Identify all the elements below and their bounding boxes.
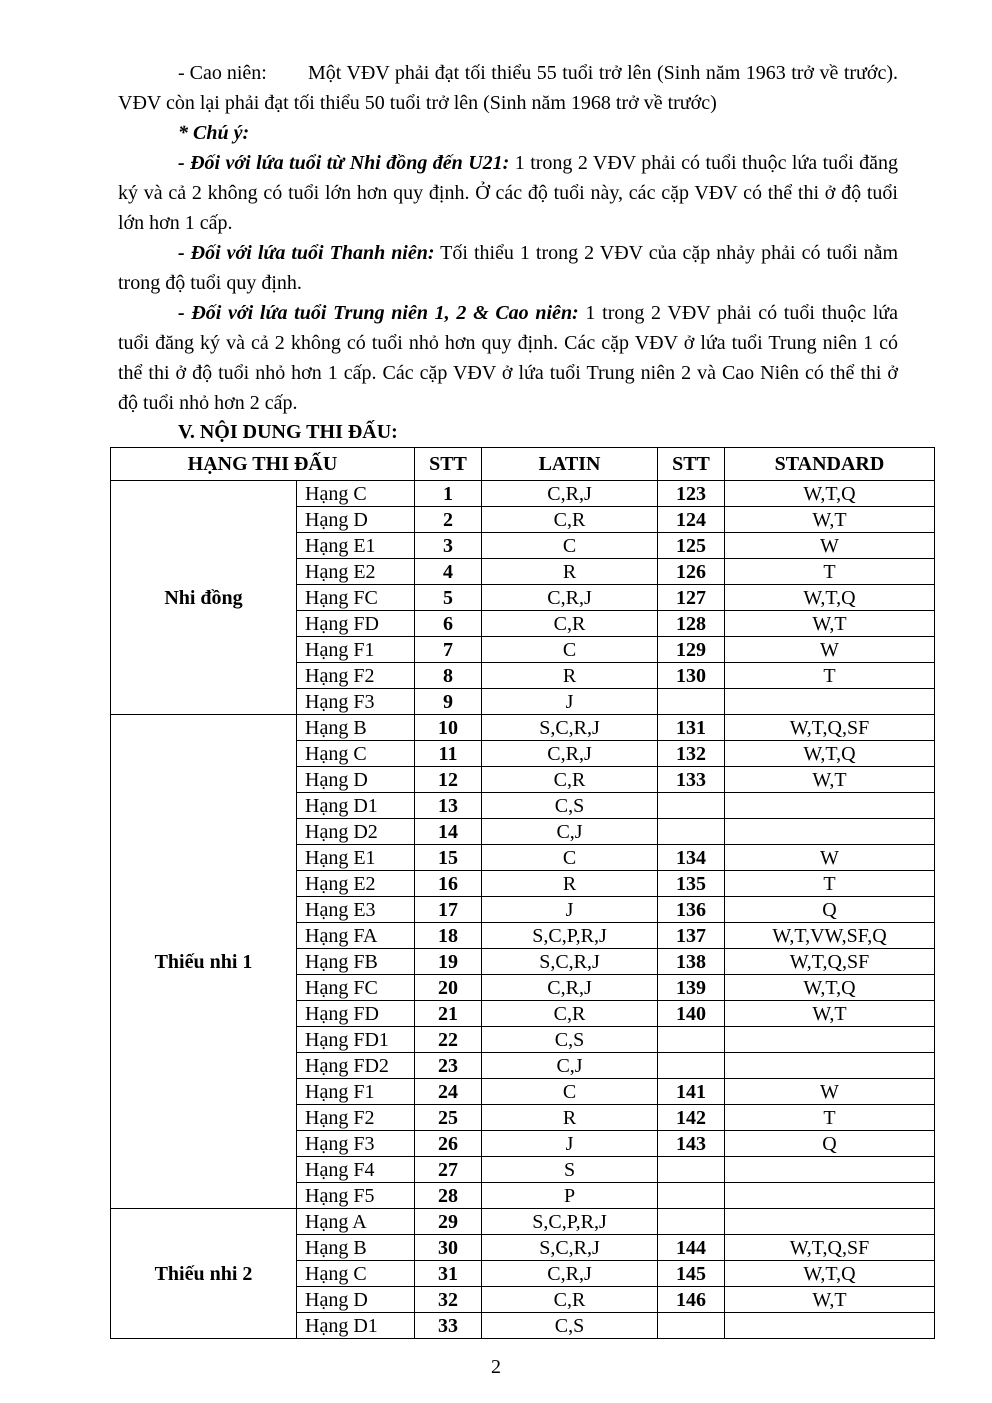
class-name-cell: Hạng A <box>297 1209 415 1235</box>
standard-cell <box>725 1183 935 1209</box>
stt-standard-cell <box>658 1053 725 1079</box>
class-name-cell: Hạng F1 <box>297 1079 415 1105</box>
class-name-cell: Hạng F2 <box>297 663 415 689</box>
latin-cell: J <box>482 897 658 923</box>
stt-standard-cell: 134 <box>658 845 725 871</box>
stt-latin-cell: 30 <box>415 1235 482 1261</box>
stt-latin-cell: 7 <box>415 637 482 663</box>
class-name-cell: Hạng F2 <box>297 1105 415 1131</box>
cao-nien-text-a: Một VĐV phải đạt tối thiểu 55 tuổi trở lên (Sinh năm 1963 trở <box>308 62 814 84</box>
class-name-cell: Hạng FD <box>297 1001 415 1027</box>
latin-cell: C,R,J <box>482 1261 658 1287</box>
class-name-cell: Hạng E1 <box>297 533 415 559</box>
stt-standard-cell: 123 <box>658 481 725 507</box>
paragraph-cao-nien <box>118 58 898 118</box>
stt-standard-cell: 137 <box>658 923 725 949</box>
stt-standard-cell: 135 <box>658 871 725 897</box>
stt-standard-cell: 143 <box>658 1131 725 1157</box>
stt-latin-cell: 5 <box>415 585 482 611</box>
class-name-cell: Hạng D <box>297 767 415 793</box>
stt-latin-cell: 19 <box>415 949 482 975</box>
table-row <box>111 481 935 507</box>
stt-standard-cell: 129 <box>658 637 725 663</box>
note-3 <box>118 298 898 418</box>
table-header-row <box>111 448 935 481</box>
standard-cell: T <box>725 1105 935 1131</box>
stt-standard-cell: 124 <box>658 507 725 533</box>
latin-cell: C,R <box>482 611 658 637</box>
stt-latin-cell: 17 <box>415 897 482 923</box>
note-1-text: 1 trong 2 VĐV phải có tuổi thuộc lứa tuổi đăng ký và cả 2 không có tuổi lớn hơn quy định. Ở các độ tuổi này, các cặp VĐV có thể thi ở độ tuổi lớn hơn 1 cấp. <box>118 152 898 234</box>
stt-standard-cell: 141 <box>658 1079 725 1105</box>
header-latin: LATIN <box>482 448 658 481</box>
class-name-cell: Hạng E1 <box>297 845 415 871</box>
stt-standard-cell: 133 <box>658 767 725 793</box>
standard-cell: T <box>725 559 935 585</box>
stt-latin-cell: 33 <box>415 1313 482 1339</box>
class-name-cell: Hạng B <box>297 715 415 741</box>
class-name-cell: Hạng FB <box>297 949 415 975</box>
latin-cell: C,R,J <box>482 741 658 767</box>
note-3-text: 1 trong 2 VĐV phải có tuổi thuộc lứa tuổi đăng ký và cả 2 không có tuổi nhỏ hơn quy định. Các cặp VĐV ở lứa tuổi Trung niên 1 có thể thi ở độ tuổi nhỏ hơn 1 cấp. Các cặp VĐV ở lứa tuổi Trung niên 2 và Cao Niên có thể thi ở độ tuổi nhỏ hơn 2 cấp. <box>118 302 898 414</box>
stt-standard-cell <box>658 819 725 845</box>
stt-latin-cell: 12 <box>415 767 482 793</box>
standard-cell: T <box>725 871 935 897</box>
stt-standard-cell <box>658 793 725 819</box>
latin-cell: S,C,R,J <box>482 949 658 975</box>
table-row <box>111 715 935 741</box>
note-2 <box>118 238 898 298</box>
class-name-cell: Hạng FC <box>297 585 415 611</box>
standard-cell: W,T <box>725 611 935 637</box>
latin-cell: R <box>482 871 658 897</box>
latin-cell: P <box>482 1183 658 1209</box>
stt-latin-cell: 14 <box>415 819 482 845</box>
standard-cell: Q <box>725 897 935 923</box>
header-stt-latin: STT <box>415 448 482 481</box>
latin-cell: C,R,J <box>482 975 658 1001</box>
stt-standard-cell: 138 <box>658 949 725 975</box>
stt-latin-cell: 24 <box>415 1079 482 1105</box>
stt-standard-cell: 131 <box>658 715 725 741</box>
stt-standard-cell: 139 <box>658 975 725 1001</box>
stt-standard-cell <box>658 689 725 715</box>
header-hang-thi-dau: HẠNG THI ĐẤU <box>111 448 415 481</box>
stt-standard-cell: 136 <box>658 897 725 923</box>
class-name-cell: Hạng D1 <box>297 793 415 819</box>
latin-cell: J <box>482 1131 658 1157</box>
standard-cell: W,T,Q <box>725 1261 935 1287</box>
standard-cell: W,T,Q,SF <box>725 715 935 741</box>
standard-cell: W <box>725 533 935 559</box>
stt-standard-cell: 132 <box>658 741 725 767</box>
stt-latin-cell: 27 <box>415 1157 482 1183</box>
page-number: 2 <box>491 1356 501 1378</box>
note-2-text: Tối thiểu 1 trong 2 VĐV của cặp nhảy phải có tuổi nằm trong độ tuổi quy định. <box>118 242 898 294</box>
latin-cell: C,R <box>482 1001 658 1027</box>
standard-cell: W,T,Q,SF <box>725 1235 935 1261</box>
cao-nien-text-b: về trước). VĐV còn lại phải đạt tối thiểu 50 tuổi trở lên (Sinh năm 1968 trở về trước) <box>118 62 899 114</box>
competition-table <box>110 447 935 1339</box>
standard-cell: W <box>725 845 935 871</box>
latin-cell: S,C,R,J <box>482 1235 658 1261</box>
stt-latin-cell: 1 <box>415 481 482 507</box>
class-name-cell: Hạng C <box>297 741 415 767</box>
stt-latin-cell: 25 <box>415 1105 482 1131</box>
stt-standard-cell: 142 <box>658 1105 725 1131</box>
class-name-cell: Hạng F4 <box>297 1157 415 1183</box>
standard-cell: W,T,Q <box>725 481 935 507</box>
stt-standard-cell <box>658 1313 725 1339</box>
header-stt-standard: STT <box>658 448 725 481</box>
class-name-cell: Hạng F3 <box>297 689 415 715</box>
age-group-cell: Thiếu nhi 2 <box>111 1209 297 1339</box>
latin-cell: C,R <box>482 507 658 533</box>
latin-cell: C,R,J <box>482 481 658 507</box>
latin-cell: J <box>482 689 658 715</box>
latin-cell: C <box>482 1079 658 1105</box>
stt-latin-cell: 28 <box>415 1183 482 1209</box>
latin-cell: C,R,J <box>482 585 658 611</box>
latin-cell: C,S <box>482 793 658 819</box>
class-name-cell: Hạng E3 <box>297 897 415 923</box>
stt-standard-cell: 130 <box>658 663 725 689</box>
section-title: V. NỘI DUNG THI ĐẤU: <box>178 421 398 443</box>
latin-cell: C,J <box>482 1053 658 1079</box>
standard-cell: W,T <box>725 767 935 793</box>
standard-cell: T <box>725 663 935 689</box>
stt-standard-cell: 127 <box>658 585 725 611</box>
class-name-cell: Hạng FA <box>297 923 415 949</box>
stt-latin-cell: 31 <box>415 1261 482 1287</box>
note-1 <box>118 148 898 238</box>
latin-cell: C <box>482 845 658 871</box>
latin-cell: R <box>482 559 658 585</box>
class-name-cell: Hạng F5 <box>297 1183 415 1209</box>
class-name-cell: Hạng D1 <box>297 1313 415 1339</box>
standard-cell <box>725 819 935 845</box>
stt-standard-cell: 125 <box>658 533 725 559</box>
stt-standard-cell: 128 <box>658 611 725 637</box>
standard-cell: W,T <box>725 1287 935 1313</box>
table-row <box>111 1209 935 1235</box>
stt-latin-cell: 10 <box>415 715 482 741</box>
stt-standard-cell <box>658 1209 725 1235</box>
standard-cell <box>725 793 935 819</box>
note-3-bold: - Đối với lứa tuổi Trung niên 1, 2 & Cao niên: <box>178 302 579 324</box>
stt-latin-cell: 32 <box>415 1287 482 1313</box>
latin-cell: C,S <box>482 1313 658 1339</box>
latin-cell: C,S <box>482 1027 658 1053</box>
latin-cell: R <box>482 1105 658 1131</box>
standard-cell: W,T <box>725 1001 935 1027</box>
latin-cell: S <box>482 1157 658 1183</box>
standard-cell: W,T,Q <box>725 741 935 767</box>
stt-latin-cell: 23 <box>415 1053 482 1079</box>
class-name-cell: Hạng F1 <box>297 637 415 663</box>
stt-latin-cell: 29 <box>415 1209 482 1235</box>
age-group-cell: Nhi đồng <box>111 481 297 715</box>
standard-cell: W,T <box>725 507 935 533</box>
stt-standard-cell: 144 <box>658 1235 725 1261</box>
class-name-cell: Hạng E2 <box>297 559 415 585</box>
class-name-cell: Hạng E2 <box>297 871 415 897</box>
stt-latin-cell: 11 <box>415 741 482 767</box>
latin-cell: C,R <box>482 1287 658 1313</box>
age-group-cell: Thiếu nhi 1 <box>111 715 297 1209</box>
note-1-bold: - Đối với lứa tuổi từ Nhi đồng đến U21: <box>178 152 510 174</box>
standard-cell: W,T,Q,SF <box>725 949 935 975</box>
stt-standard-cell: 126 <box>658 559 725 585</box>
class-name-cell: Hạng FD2 <box>297 1053 415 1079</box>
standard-cell: Q <box>725 1131 935 1157</box>
class-name-cell: Hạng FD <box>297 611 415 637</box>
latin-cell: R <box>482 663 658 689</box>
standard-cell: W,T,Q <box>725 975 935 1001</box>
standard-cell <box>725 1053 935 1079</box>
class-name-cell: Hạng F3 <box>297 1131 415 1157</box>
standard-cell: W <box>725 637 935 663</box>
header-standard: STANDARD <box>725 448 935 481</box>
note-2-bold: - Đối với lứa tuổi Thanh niên: <box>178 242 435 264</box>
latin-cell: S,C,P,R,J <box>482 1209 658 1235</box>
class-name-cell: Hạng B <box>297 1235 415 1261</box>
standard-cell <box>725 689 935 715</box>
stt-standard-cell: 145 <box>658 1261 725 1287</box>
table-body <box>111 481 935 1339</box>
standard-cell: W,T,Q <box>725 585 935 611</box>
standard-cell <box>725 1313 935 1339</box>
stt-latin-cell: 15 <box>415 845 482 871</box>
latin-cell: C <box>482 637 658 663</box>
latin-cell: C,R <box>482 767 658 793</box>
stt-latin-cell: 26 <box>415 1131 482 1157</box>
latin-cell: S,C,P,R,J <box>482 923 658 949</box>
stt-latin-cell: 20 <box>415 975 482 1001</box>
standard-cell: W,T,VW,SF,Q <box>725 923 935 949</box>
stt-standard-cell: 146 <box>658 1287 725 1313</box>
stt-latin-cell: 6 <box>415 611 482 637</box>
stt-latin-cell: 22 <box>415 1027 482 1053</box>
stt-standard-cell <box>658 1183 725 1209</box>
class-name-cell: Hạng D <box>297 1287 415 1313</box>
stt-latin-cell: 4 <box>415 559 482 585</box>
standard-cell <box>725 1157 935 1183</box>
stt-standard-cell: 140 <box>658 1001 725 1027</box>
class-name-cell: Hạng D2 <box>297 819 415 845</box>
stt-latin-cell: 16 <box>415 871 482 897</box>
latin-cell: C <box>482 533 658 559</box>
note-heading: * Chú ý: <box>178 122 250 144</box>
class-name-cell: Hạng FC <box>297 975 415 1001</box>
class-name-cell: Hạng C <box>297 481 415 507</box>
stt-standard-cell <box>658 1157 725 1183</box>
stt-latin-cell: 9 <box>415 689 482 715</box>
stt-latin-cell: 3 <box>415 533 482 559</box>
stt-latin-cell: 18 <box>415 923 482 949</box>
cao-nien-label: - Cao niên: <box>178 62 267 84</box>
stt-latin-cell: 13 <box>415 793 482 819</box>
latin-cell: C,J <box>482 819 658 845</box>
standard-cell <box>725 1027 935 1053</box>
standard-cell: W <box>725 1079 935 1105</box>
class-name-cell: Hạng FD1 <box>297 1027 415 1053</box>
stt-latin-cell: 8 <box>415 663 482 689</box>
stt-standard-cell <box>658 1027 725 1053</box>
standard-cell <box>725 1209 935 1235</box>
latin-cell: S,C,R,J <box>482 715 658 741</box>
class-name-cell: Hạng C <box>297 1261 415 1287</box>
stt-latin-cell: 2 <box>415 507 482 533</box>
stt-latin-cell: 21 <box>415 1001 482 1027</box>
class-name-cell: Hạng D <box>297 507 415 533</box>
